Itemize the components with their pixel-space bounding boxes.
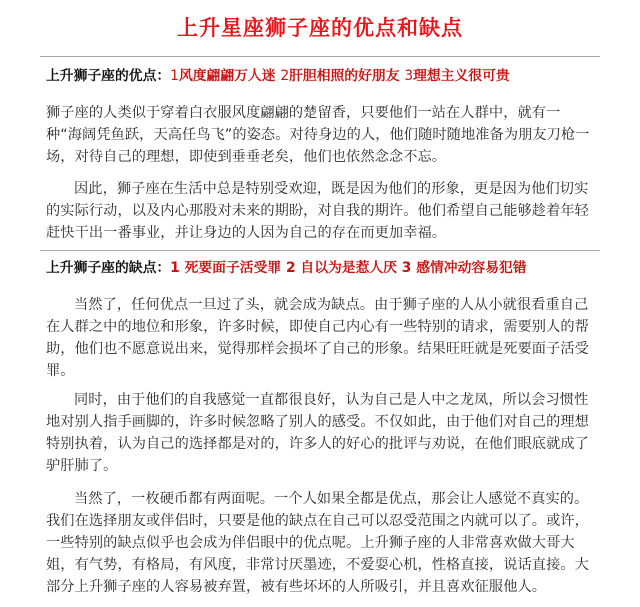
advantage-number: 3 xyxy=(404,68,414,84)
page-title: 上升星座狮子座的优点和缺点 xyxy=(177,15,463,40)
disadvantage-item: 死要面子活受罪 xyxy=(184,260,282,276)
advantage-item: 肝胆相照的好朋友 xyxy=(289,68,400,84)
disadvantage-item: 感情冲动容易犯错 xyxy=(416,260,527,276)
disadvantage-number: 2 xyxy=(285,260,296,276)
disadvantages-heading xyxy=(46,259,527,277)
advantage-number: 2 xyxy=(280,68,290,84)
advantage-item: 风度翩翩万人迷 xyxy=(178,68,276,84)
disadvantage-item: 自以为是惹人厌 xyxy=(300,260,397,276)
paragraph: 狮子座的人类似于穿着白衣服风度翩翩的楚留香，只要他们一站在人群中，就有一种“海阔凭鱼跃，天高任鸟飞”的姿态。对待身边的人，他们随时随地准备为朋友刀枪一场，对待自己的理想，即使到垂垂老矣，他们也依然念念不忘。 xyxy=(46,105,590,165)
advantage-number: 1 xyxy=(170,68,179,84)
paragraph: 因此，狮子座在生活中总是特别受欢迎，既是因为他们的形象，更是因为他们切实的实际行动，以及内心那股对未来的期盼，对自我的期许。他们希望自己能够趁着年轻赶快干出一番事业，并让身边的人因为自己的存在而更加幸福。 xyxy=(46,181,589,241)
paragraph: 同时，由于他们的自我感觉一直都很良好，认为自己是人中之龙凤，所以会习惯性地对别人指手画脚的，许多时候忽略了别人的感受。不仅如此，由于他们对自己的理想特别执着，认为自己的选择都是对的，许多人的好心的批评与劝说，在他们眼底就成了驴肝肺了。 xyxy=(46,392,589,474)
advantage-item: 理想主义很可贵 xyxy=(413,68,510,84)
disadvantages-label: 上升狮子座的缺点： xyxy=(46,260,171,276)
disadvantage-number: 3 xyxy=(401,260,412,276)
divider xyxy=(40,56,600,57)
paragraph: 当然了，任何优点一旦过了头，就会成为缺点。由于狮子座的人从小就很看重自己在人群之中的地位和形象，许多时候，即使自己内心有一些特别的请求，需要别人的帮助，他们也不愿意说出来，觉得那样会损坏了自己的形象。结果旺旺就是死要面子活受罪。 xyxy=(46,297,589,379)
disadvantage-number: 1 xyxy=(170,260,180,276)
paragraph: 当然了，一枚硬币都有两面呢。一个人如果全都是优点，那会让人感觉不真实的。我们在选择朋友或伴侣时，只要是他的缺点在自己可以忍受范围之内就可以了。或许，一些特别的缺点似乎也会成为伴侣眼中的优点呢。上升狮子座的人非常喜欢做大哥大姐，有气势，有格局，有风度，非常讨厌墨迹，不爱耍心机，性格直接，说话直接。大部分上升狮子座的人容易被弃置，被有些坏坏的人所吸引，并且喜欢征服他人。 xyxy=(46,491,589,595)
advantages-heading xyxy=(46,67,510,85)
advantages-label: 上升狮子座的优点： xyxy=(46,68,171,84)
divider xyxy=(40,250,600,251)
